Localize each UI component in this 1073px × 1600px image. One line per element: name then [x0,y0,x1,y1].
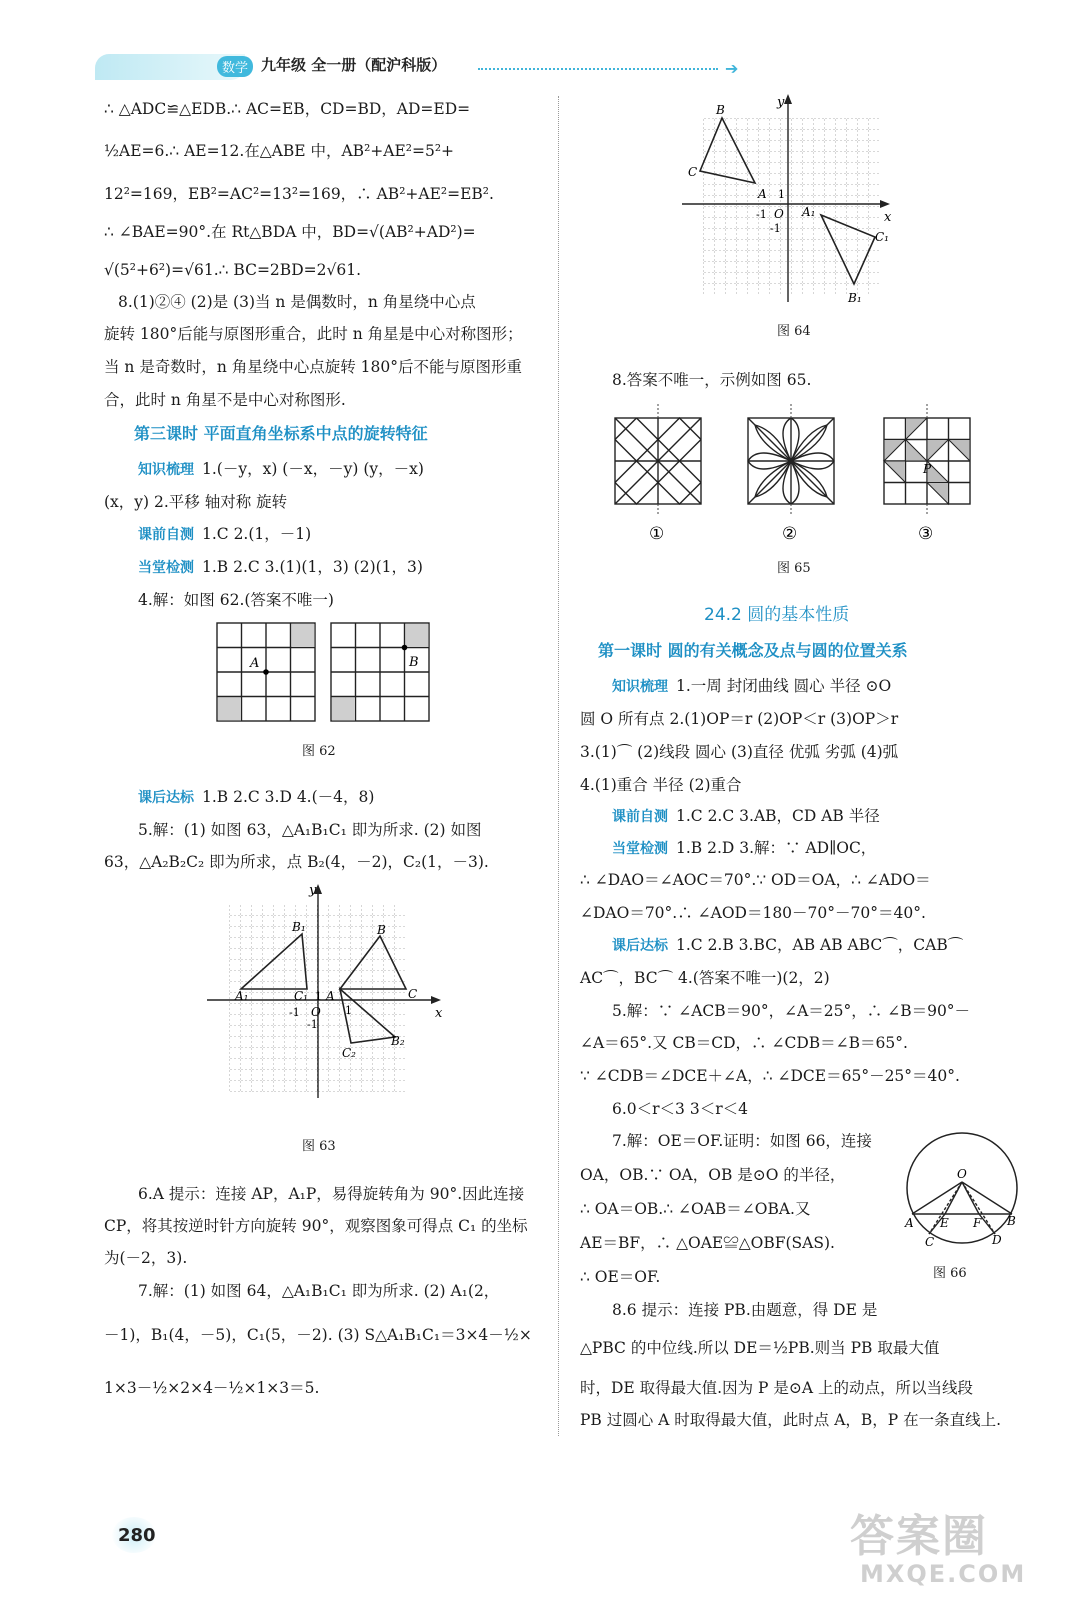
text-line: (x，y) 2.平移 轴对称 旋转 [104,493,288,511]
tag-label: 课后达标 [138,790,194,806]
svg-text:A: A [905,1216,914,1230]
zhishi-line [138,459,424,480]
tag-label: 知识梳理 [612,679,668,695]
figure-caption: 图 65 [777,561,811,576]
dangtang-line [138,557,423,578]
text-line: 12²=169，EB²=AC²=13²=169，∴ AB²+AE²=EB². [104,185,494,203]
text-line: 6.A 提示：连接 AP，A₁P，易得旋转角为 90°.因此连接 [138,1185,525,1203]
text-line: 4.解：如图 62.(答案不唯一) [138,591,334,609]
answer-text: 1.B 2.C 3.D 4.(－4，8) [202,788,375,806]
text-line: ∴ ∠DAO＝∠AOC＝70°.∵ OD＝OA，∴ ∠ADO＝ [580,871,931,889]
svg-text:1: 1 [778,188,785,201]
answer-text: 1.B 2.D 3.解：∵ AD∥OC， [676,839,877,857]
svg-text:-1: -1 [770,222,781,235]
fig65-label-1: ① [649,524,665,544]
tag-label: 当堂检测 [612,841,668,857]
text-line: 旋转 180°后能与原图形重合，此时 n 角星是中心对称图形； [104,325,523,343]
svg-text:A: A [326,989,335,1003]
svg-text:A: A [758,187,767,201]
text-line: AC⌒，BC⌒ 4.(答案不唯一)(2，2) [580,969,830,987]
svg-text:C₁: C₁ [875,230,889,244]
svg-text:A₁: A₁ [802,205,816,219]
zhishi-line [612,676,891,697]
pattern-1 [615,418,701,504]
text-line: －1)，B₁(4，－5)，C₁(5，－2). (3) S△A₁B₁C₁＝3×4－½× [104,1326,532,1344]
svg-text:O: O [774,207,784,221]
svg-text:x: x [435,1006,443,1021]
svg-text:y: y [309,883,317,898]
text-line: 6.0＜r＜3 3＜r＜4 [612,1100,748,1118]
text-line: CP，将其按逆时针方向旋转 90°，观察图象可得点 C₁ 的坐标 [104,1217,528,1235]
svg-text:C: C [688,165,698,179]
keqian-line [138,524,311,545]
tag-label: 当堂检测 [138,560,194,576]
figure-caption: 图 63 [302,1139,336,1154]
svg-text:1: 1 [345,1004,352,1017]
text-line: 63，△A₂B₂C₂ 即为所求，点 B₂(4，－2)，C₂(1，－3). [104,853,489,871]
text-line: ∠A＝65°.又 CB＝CD，∴ ∠CDB＝∠B＝65°. [580,1034,908,1052]
kehou-line [138,787,374,808]
tag-label: 课前自测 [138,527,194,543]
column-divider [558,96,559,1436]
text-line: ∴ △ADC≌△EDB.∴ AC=EB，CD=BD，AD=ED= [104,100,471,118]
svg-text:C₁: C₁ [294,989,308,1003]
svg-text:O: O [957,1167,967,1181]
svg-text:A₁: A₁ [235,989,249,1003]
text-line: 8.答案不唯一，示例如图 65. [612,371,812,389]
svg-text:-1: -1 [307,1018,318,1031]
figure-65 [610,403,980,548]
section-title: 第三课时 平面直角坐标系中点的旋转特征 [134,424,428,443]
text-line: PB 过圆心 A 时取得最大值，此时点 A，B，P 在一条直线上. [580,1411,1002,1429]
text-line: 为(－2，3). [104,1249,188,1267]
tag-label: 知识梳理 [138,462,194,478]
svg-text:C₂: C₂ [342,1046,356,1060]
figure-caption: 图 66 [933,1266,967,1281]
svg-text:B₂: B₂ [391,1034,405,1048]
text-line: 时，DE 取得最大值.因为 P 是⊙A 上的动点，所以当线段 [580,1379,973,1397]
text-line: 3.(1)⌒ (2)线段 圆心 (3)直径 优弧 劣弧 (4)弧 [580,743,899,761]
pattern-2 [748,418,834,504]
dangtang-line [612,838,876,859]
svg-text:B₁: B₁ [848,291,862,305]
text-line: ∵ ∠CDB＝∠DCE＋∠A，∴ ∠DCE＝65°－25°＝40°. [580,1067,960,1085]
page-header [95,46,745,86]
svg-text:O: O [311,1005,321,1019]
figure-62 [216,622,432,724]
answer-text: 1.C 2.B 3.BC，AB AB ABC⌒，CAB⌒ [676,936,964,954]
text-line: 5.解：∵ ∠ACB＝90°，∠A＝25°，∴ ∠B＝90°－ [612,1002,971,1020]
watermark-logo: 答案圈 [850,1511,988,1562]
fig65-label-3: ③ [918,524,934,544]
svg-text:-1: -1 [756,208,767,221]
text-line: ∴ OE＝OF. [580,1268,661,1286]
svg-text:B₁: B₁ [292,920,306,934]
text-line: 5.解：(1) 如图 63，△A₁B₁C₁ 即为所求. (2) 如图 [138,821,482,839]
point-label-B: B [409,655,419,670]
text-line: AE＝BF，∴ △OAE≌△OBF(SAS). [580,1234,835,1252]
svg-text:P: P [923,462,932,476]
page-number: 280 [118,1525,156,1546]
arrow-right-icon: ➔ [725,59,739,78]
answer-text: 1.(－y，x) (－x，－y) (y，－x) [202,460,424,478]
text-line: ∠DAO＝70°.∴ ∠AOD＝180－70°－70°＝40°. [580,904,926,922]
header-dotted-line [478,68,718,70]
kehou-line [612,935,963,956]
tag-label: 课前自测 [612,809,668,825]
svg-text:C: C [925,1235,935,1249]
svg-text:B: B [1007,1214,1016,1228]
text-line: 4.(1)重合 半径 (2)重合 [580,776,742,794]
answer-text: 1.C 2.C 3.AB，CD AB 半径 [676,807,880,825]
text-line: ∴ ∠BAE=90°.在 Rt△BDA 中，BD=√(AB²+AD²)= [104,223,476,241]
svg-text:x: x [884,210,892,225]
watermark-url: MXQE.COM [860,1560,1027,1588]
text-line: 8.6 提示：连接 PB.由题意，得 DE 是 [612,1301,878,1319]
text-line: △PBC 的中位线.所以 DE＝½PB.则当 PB 取最大值 [580,1339,940,1357]
lesson-title: 第一课时 圆的有关概念及点与圆的位置关系 [598,641,908,660]
answer-text: 1.C 2.(1，－1) [202,525,312,543]
text-line: 8.(1)②④ (2)是 (3)当 n 是偶数时，n 角星绕中心点 [118,293,476,311]
svg-text:B: B [716,103,725,117]
svg-text:B: B [377,923,386,937]
text-line: ½AE=6.∴ AE=12.在△ABE 中，AB²+AE²=5²+ [104,142,455,160]
answer-text: 1.一周 封闭曲线 圆心 半径 ⊙O [676,677,892,695]
answer-text: 1.B 2.C 3.(1)(1，3) (2)(1，3) [202,558,423,576]
header-title: 九年级 全一册（配沪科版） [261,56,447,74]
figure-64 [678,92,903,310]
figure-66 [900,1130,1025,1255]
point-label-A: A [250,656,260,671]
subject-badge: 数学 [217,56,253,77]
text-line: ∴ OA＝OB.∴ ∠OAB＝∠OBA.又 [580,1200,811,1218]
svg-text:D: D [992,1233,1002,1247]
svg-text:1: 1 [315,990,322,1003]
svg-text:C: C [408,987,418,1001]
text-line: 7.解：(1) 如图 64，△A₁B₁C₁ 即为所求. (2) A₁(2， [138,1282,500,1300]
figure-caption: 图 64 [777,324,811,339]
text-line: 7.解：OE＝OF.证明：如图 66，连接 [612,1132,872,1150]
svg-text:y: y [777,95,785,110]
figure-caption: 图 62 [302,744,336,759]
figure-63 [205,880,455,1100]
text-line: 合，此时 n 角星不是中心对称图形. [104,391,346,409]
text-line: √(5²+6²)=√61.∴ BC=2BD=2√61. [104,261,361,279]
text-line: 当 n 是奇数时，n 角星绕中心点旋转 180°后不能与原图形重 [104,358,523,376]
svg-text:E: E [940,1216,949,1230]
text-line: 圆 O 所有点 2.(1)OP＝r (2)OP＜r (3)OP＞r [580,710,899,728]
keqian-line [612,806,880,827]
svg-text:-1: -1 [289,1006,300,1019]
tag-label: 课后达标 [612,938,668,954]
fig65-label-2: ② [782,524,798,544]
chapter-title: 24.2 圆的基本性质 [704,605,850,625]
text-line: OA，OB.∵ OA，OB 是⊙O 的半径， [580,1166,846,1184]
text-line: 1×3－½×2×4－½×1×3＝5. [104,1379,320,1397]
svg-text:F: F [973,1216,982,1230]
